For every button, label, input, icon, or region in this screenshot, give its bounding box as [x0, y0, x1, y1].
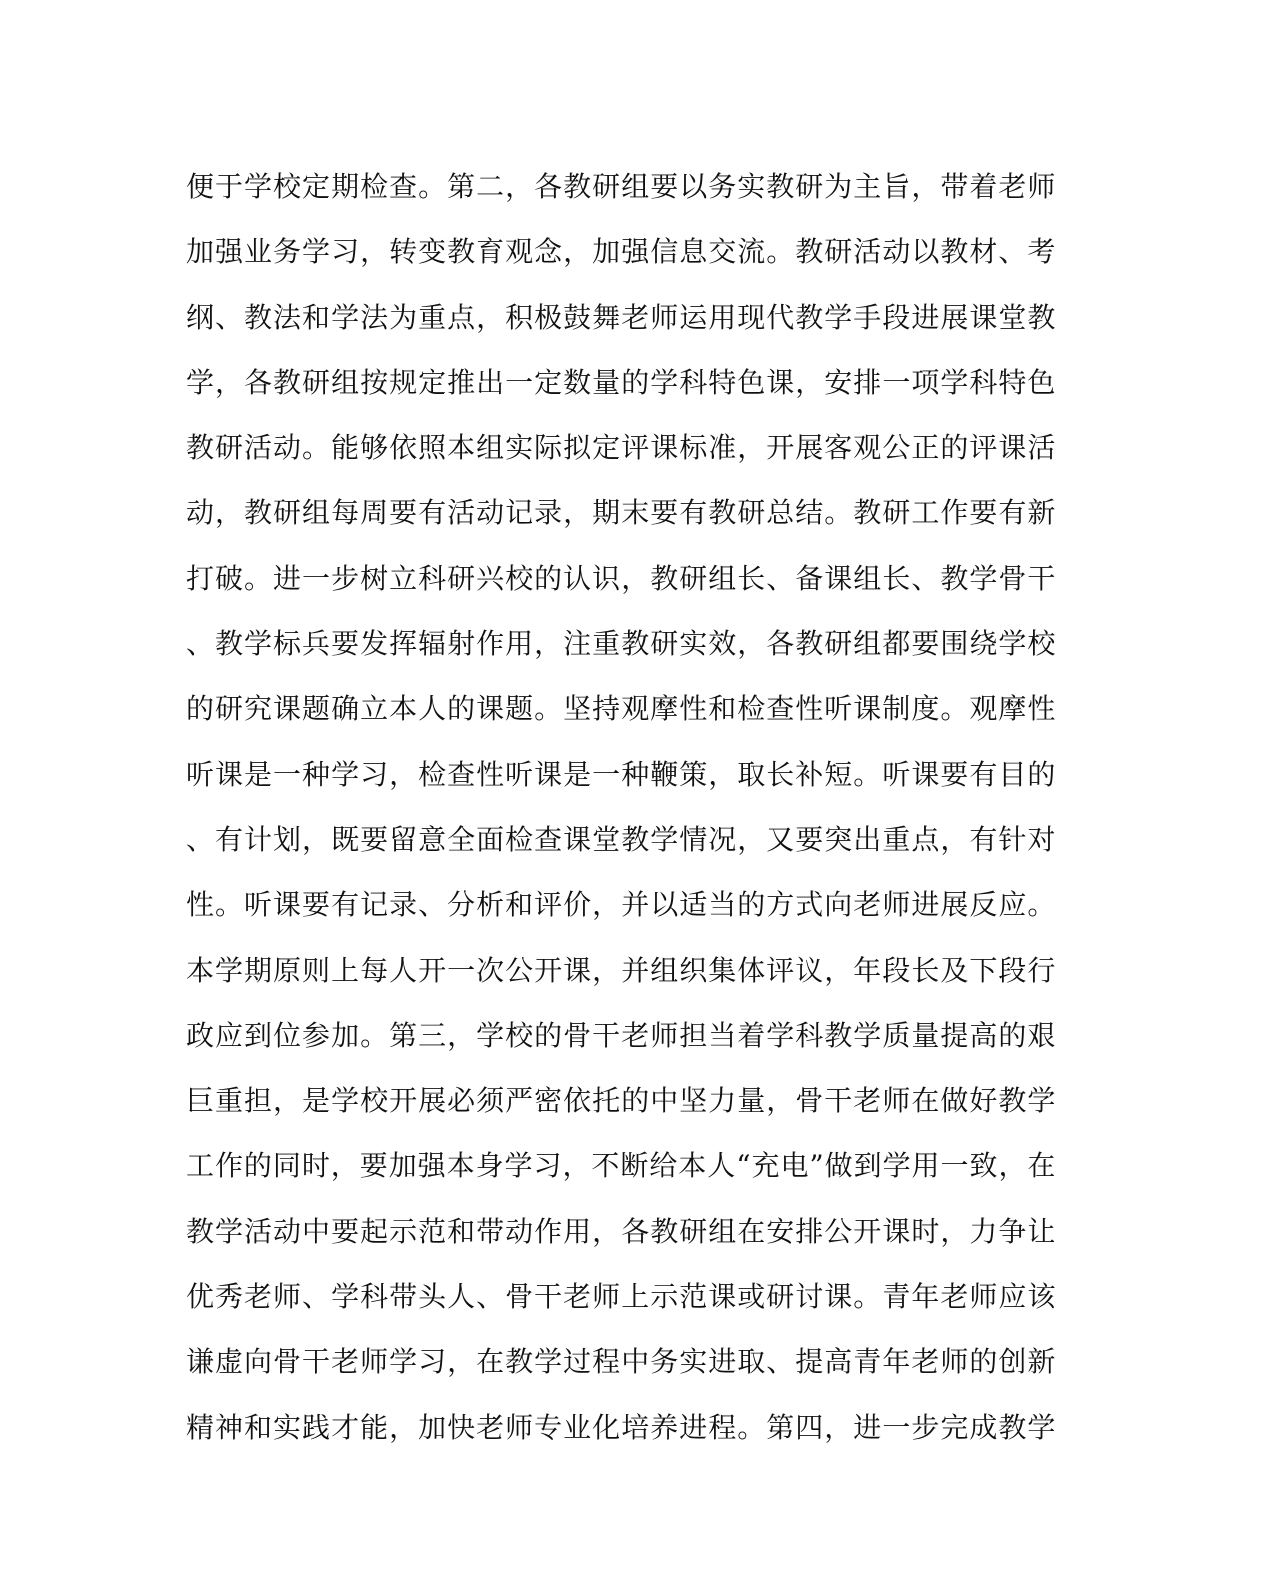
text-line: 、教学标兵要发挥辐射作用，注重教研实效，各教研组都要围绕学校 — [186, 627, 1056, 661]
text-line: 动，教研组每周要有活动记录，期末要有教研总结。教研工作要有新 — [186, 496, 1056, 530]
text-line: 工作的同时，要加强本身学习，不断给本人“充电”做到学用一致，在 — [186, 1149, 1056, 1183]
text-line: 学，各教研组按规定推出一定数量的学科特色课，安排一项学科特色 — [186, 365, 1056, 399]
text-line: 、有计划，既要留意全面检查课堂教学情况，又要突出重点，有针对 — [186, 822, 1056, 856]
text-line: 教研活动。能够依照本组实际拟定评课标准，开展客观公正的评课活 — [186, 431, 1056, 465]
text-line: 政应到位参加。第三，学校的骨干老师担当着学科教学质量提高的艰 — [186, 1018, 1056, 1052]
text-line: 教学活动中要起示范和带动作用，各教研组在安排公开课时，力争让 — [186, 1214, 1056, 1248]
text-line: 巨重担，是学校开展必须严密依托的中坚力量，骨干老师在做好教学 — [186, 1084, 1056, 1118]
text-line: 精神和实践才能，加快老师专业化培养进程。第四，进一步完成教学 — [186, 1410, 1056, 1444]
text-line: 优秀老师、学科带头人、骨干老师上示范课或研讨课。青年老师应该 — [186, 1280, 1056, 1314]
text-line: 便于学校定期检查。第二，各教研组要以务实教研为主旨，带着老师 — [186, 170, 1056, 203]
text-line: 打破。进一步树立科研兴校的认识，教研组长、备课组长、教学骨干 — [186, 561, 1056, 595]
text-line: 谦虚向骨干老师学习，在教学过程中务实进取、提高青年老师的创新 — [186, 1345, 1056, 1379]
text-line: 听课是一种学习，检查性听课是一种鞭策，取长补短。听课要有目的 — [186, 757, 1056, 791]
text-line: 的研究课题确立本人的课题。坚持观摩性和检查性听课制度。观摩性 — [186, 692, 1056, 726]
text-line: 加强业务学习，转变教育观念，加强信息交流。教研活动以教材、考 — [186, 235, 1056, 269]
text-line: 纲、教法和学法为重点，积极鼓舞老师运用现代教学手段进展课堂教 — [186, 300, 1056, 334]
text-line: 性。听课要有记录、分析和评价，并以适当的方式向老师进展反应。 — [186, 888, 1056, 922]
body-text — [186, 154, 1056, 1460]
text-line: 本学期原则上每人开一次公开课，并组织集体评议，年段长及下段行 — [186, 953, 1056, 987]
